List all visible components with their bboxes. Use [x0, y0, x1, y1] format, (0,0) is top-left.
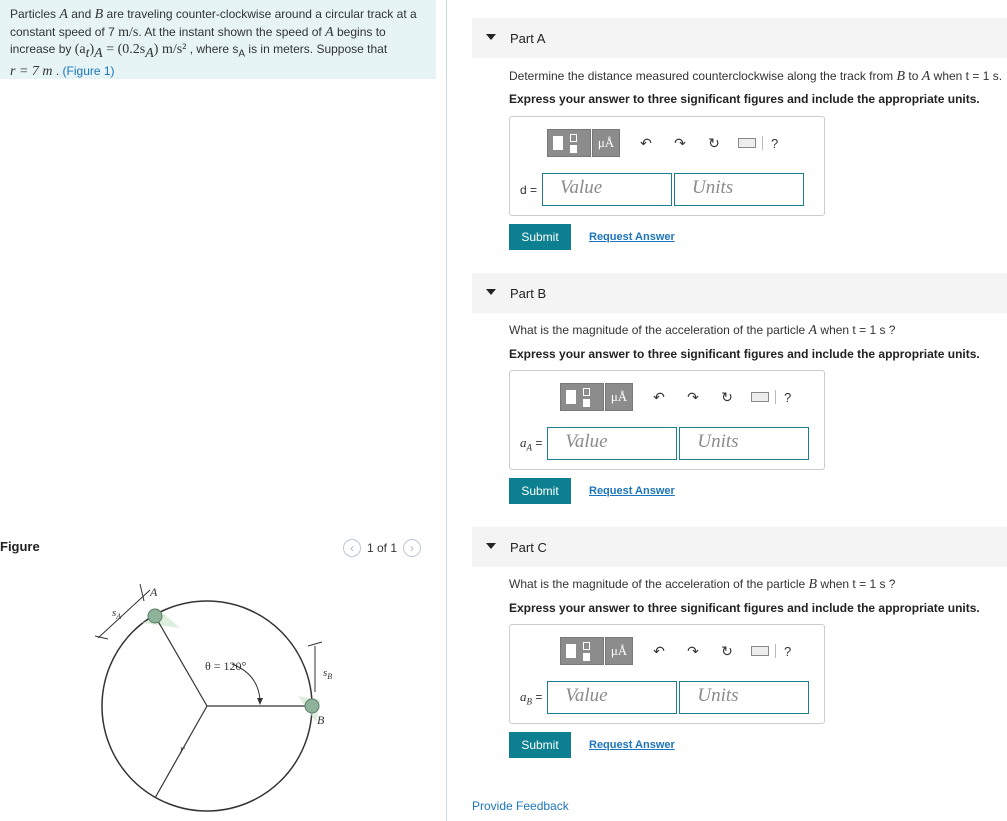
label-b: B: [317, 713, 325, 727]
part-c-submit-button[interactable]: Submit: [509, 732, 571, 758]
undo-icon[interactable]: ↶: [653, 642, 665, 659]
units-input[interactable]: Units: [679, 681, 809, 714]
part-c-question: [509, 577, 895, 593]
label-sa: [112, 607, 121, 621]
next-figure-button[interactable]: [403, 539, 421, 557]
units-symbols-button[interactable]: μÅ: [605, 383, 633, 411]
units-symbols-button[interactable]: μÅ: [592, 129, 620, 157]
label-sb-main: s: [323, 667, 328, 679]
radius-value: r = 7 m: [10, 63, 53, 79]
var-a: A: [325, 24, 334, 40]
chevron-right-icon: ›: [410, 541, 415, 555]
question-var: B: [896, 69, 906, 84]
instruction-text: Express your answer to three significant figures and include the appropriate units.: [509, 92, 980, 106]
label-r: r: [180, 742, 185, 756]
variable-label: d =: [520, 182, 538, 197]
sa-tick: [95, 636, 108, 639]
variable-subscript: A: [526, 442, 532, 453]
question-text: to: [905, 69, 922, 83]
problem-text: begins to increase by: [10, 24, 386, 56]
units-input[interactable]: Units: [674, 173, 804, 206]
value-input[interactable]: Value: [547, 427, 677, 460]
problem-text: , where s: [186, 42, 239, 56]
var-b: B: [94, 7, 104, 22]
keyboard-icon[interactable]: [738, 138, 756, 148]
redo-icon[interactable]: ↷: [687, 642, 699, 659]
part-c-instruction: [509, 601, 980, 615]
toolbar-separator: [762, 136, 763, 150]
problem-statement: [0, 0, 436, 79]
expr-sub: A: [238, 48, 246, 60]
part-a-submit-button[interactable]: Submit: [509, 224, 571, 250]
reset-icon[interactable]: ↻: [708, 134, 720, 151]
redo-icon[interactable]: ↷: [674, 134, 686, 151]
label-sb-sub: B: [327, 672, 333, 681]
problem-text: Particles: [10, 7, 60, 21]
label-sa-sub: A: [116, 612, 122, 621]
template-icon: [583, 388, 590, 396]
part-b-request-answer-link[interactable]: Request Answer: [589, 485, 675, 497]
reset-icon[interactable]: ↻: [721, 388, 733, 405]
templates-button[interactable]: [560, 637, 604, 665]
question-var: B: [808, 577, 818, 592]
figure-title: Figure: [0, 539, 40, 554]
question-var: A: [921, 69, 931, 84]
figure-pager: [343, 539, 421, 557]
question-text: Determine the distance measured counterclockwise along the track from: [509, 69, 897, 83]
toolbar-separator: [775, 644, 776, 658]
help-icon[interactable]: ?: [771, 135, 779, 151]
speed-unit: m/s: [118, 24, 139, 40]
variable-subscript: B: [526, 696, 532, 707]
question-text: when t = 1 s ?: [817, 577, 896, 591]
part-b-field-row: [520, 427, 809, 460]
part-c-request-answer-link[interactable]: Request Answer: [589, 739, 675, 751]
variable-equals: =: [532, 689, 543, 704]
pager-count: 1 of 1: [367, 541, 398, 555]
label-a: A: [150, 585, 158, 599]
problem-text: . At the instant shown the speed of: [138, 24, 326, 39]
variable-label: [520, 435, 542, 452]
templates-button[interactable]: [547, 129, 591, 157]
part-b-label: Part B: [510, 286, 547, 301]
label-theta: θ = 120°: [205, 659, 247, 673]
units-input[interactable]: Units: [679, 427, 809, 460]
accel-expression: [74, 42, 187, 61]
part-b-question: [509, 323, 895, 339]
problem-text: and: [67, 7, 95, 21]
question-text: What is the magnitude of the acceleration of the particle: [509, 577, 809, 591]
caret-down-icon: [486, 289, 496, 295]
part-c-answer-box: [509, 624, 825, 724]
part-a-header[interactable]: [472, 18, 1007, 58]
track-figure: [80, 576, 360, 816]
value-input[interactable]: Value: [547, 681, 677, 714]
var-a: A: [59, 7, 68, 22]
template-icon: [570, 134, 577, 142]
figure-link[interactable]: (Figure 1): [62, 63, 115, 78]
redo-icon[interactable]: ↷: [687, 388, 699, 405]
undo-icon[interactable]: ↶: [640, 134, 652, 151]
question-text: when t = 1 s ?: [817, 323, 896, 337]
template-icon: [566, 390, 576, 404]
part-a-instruction: [509, 92, 980, 106]
variable-symbol: a: [520, 434, 527, 450]
template-icon: [583, 399, 590, 407]
instruction-text: Express your answer to three significant figures and include the appropriate units.: [509, 347, 980, 361]
question-text: What is the magnitude of the acceleration of the particle: [509, 323, 809, 337]
caret-down-icon: [486, 34, 496, 40]
question-text: when t = 1 s.: [930, 69, 1003, 83]
provide-feedback-link[interactable]: Provide Feedback: [472, 799, 569, 813]
units-symbols-button[interactable]: μÅ: [605, 637, 633, 665]
variable-label: [520, 689, 542, 706]
part-b-submit-button[interactable]: Submit: [509, 478, 571, 504]
label-sb: [323, 667, 332, 681]
part-a-question: [509, 69, 1002, 85]
keyboard-icon[interactable]: [751, 646, 769, 656]
radius-to-a: [155, 616, 207, 706]
label-sa-main: s: [112, 607, 117, 619]
part-b-instruction: [509, 347, 980, 361]
templates-button[interactable]: [560, 383, 604, 411]
expr-sub: A: [145, 45, 154, 61]
help-icon[interactable]: ?: [784, 643, 792, 659]
help-icon[interactable]: ?: [784, 389, 792, 405]
part-c-header[interactable]: [472, 527, 1007, 567]
expr-sub: t: [85, 45, 90, 61]
theta-arrowhead: [257, 698, 263, 705]
problem-text: are traveling counter-clockwise around a circular track at a constant speed of 7: [10, 7, 417, 39]
expr-part: (a: [74, 42, 86, 57]
part-b-header[interactable]: [472, 273, 1007, 313]
part-c-label: Part C: [510, 540, 547, 555]
template-icon: [566, 644, 576, 658]
value-input[interactable]: Value: [542, 173, 672, 206]
expr-part: ): [89, 42, 95, 57]
variable-symbol: a: [520, 688, 527, 704]
template-icon: [553, 136, 563, 150]
part-a-label: Part A: [510, 31, 546, 46]
prev-figure-button[interactable]: [343, 539, 361, 557]
expr-sub: A: [94, 45, 103, 61]
particle-a: [148, 609, 162, 623]
caret-down-icon: [486, 543, 496, 549]
expr-part: = (0.2s: [102, 42, 146, 57]
part-a-toolbar: [547, 129, 778, 157]
sb-tick: [308, 642, 322, 646]
part-c-toolbar: [560, 637, 791, 665]
template-icon: [570, 145, 577, 153]
problem-text: .: [52, 63, 63, 78]
template-icon: [583, 642, 590, 650]
instruction-text: Express your answer to three significant figures and include the appropriate units.: [509, 601, 980, 615]
variable-equals: =: [532, 435, 543, 450]
undo-icon[interactable]: ↶: [653, 388, 665, 405]
expr-part: ) m/s²: [153, 42, 187, 57]
keyboard-icon[interactable]: [751, 392, 769, 402]
part-b-answer-box: [509, 370, 825, 470]
part-b-toolbar: [560, 383, 791, 411]
part-a-field-row: [520, 173, 804, 206]
chevron-left-icon: ‹: [350, 541, 354, 555]
panel-divider: [446, 0, 447, 821]
particle-b: [305, 699, 319, 713]
problem-text: is in meters. Suppose that: [245, 42, 388, 56]
sa-dimension: [98, 590, 150, 638]
toolbar-separator: [775, 390, 776, 404]
part-a-request-answer-link[interactable]: Request Answer: [589, 231, 675, 243]
part-c-field-row: [520, 681, 809, 714]
reset-icon[interactable]: ↻: [721, 642, 733, 659]
template-icon: [583, 653, 590, 661]
part-a-answer-box: [509, 116, 825, 216]
figure-header: [0, 538, 436, 560]
question-var: A: [808, 323, 818, 338]
